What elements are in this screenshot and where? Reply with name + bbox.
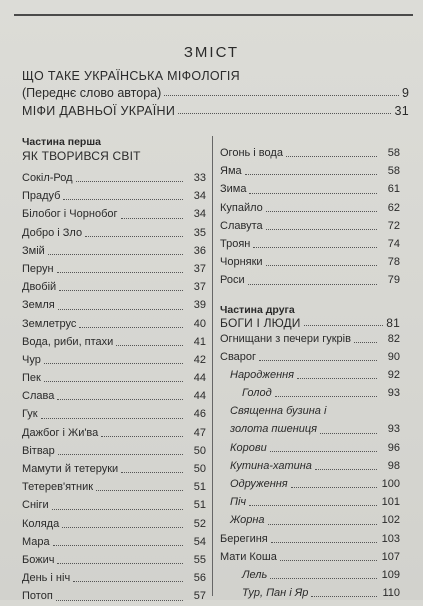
toc-entry-label: Піч (230, 496, 247, 509)
leader-dots (266, 265, 377, 266)
toc-entry-page: 41 (193, 335, 206, 348)
toc-entry-label: Сварог (220, 350, 257, 363)
leader-dots (268, 524, 378, 525)
right-column (220, 144, 400, 602)
leader-dots (57, 399, 183, 400)
toc-entry[interactable] (220, 384, 400, 402)
toc-entry[interactable] (22, 296, 206, 314)
toc-entry-label: Корови (230, 441, 267, 454)
leader-dots (270, 451, 377, 452)
part2-title: БОГИ І ЛЮДИ (220, 315, 301, 330)
leader-dots (304, 325, 384, 326)
leader-dots (270, 578, 377, 579)
leader-dots (76, 181, 183, 182)
column-divider (212, 136, 213, 596)
toc-entry-label: Берегиня (220, 532, 268, 545)
leader-dots (85, 236, 183, 237)
toc-entry-label: Жорна (230, 514, 265, 527)
toc-entry[interactable] (220, 235, 400, 253)
leader-dots (48, 254, 183, 255)
toc-entry[interactable] (22, 369, 206, 387)
toc-entry-page: 57 (193, 590, 206, 603)
toc-entry-label: Голод (242, 387, 272, 400)
toc-entry-label: Мамути й тетеруки (22, 463, 119, 475)
toc-entry[interactable] (22, 333, 206, 351)
leader-dots (62, 527, 183, 528)
toc-entry-page: 36 (193, 244, 206, 257)
toc-entry-page: 100 (381, 478, 400, 490)
toc-entry-page: 72 (387, 219, 400, 232)
part2-title-entry[interactable] (220, 316, 400, 330)
part1-label: Частина перша (22, 136, 101, 148)
toc-entry-label: Мара (22, 535, 50, 548)
preface-page: 9 (402, 86, 409, 100)
leader-dots (44, 363, 183, 364)
leader-dots (58, 454, 183, 455)
leader-dots (41, 418, 183, 419)
toc-entry-page: 44 (193, 372, 206, 385)
toc-entry-page: 35 (193, 226, 206, 239)
toc-entry[interactable] (22, 533, 206, 551)
leader-dots (253, 247, 377, 248)
toc-entry-page: 42 (193, 353, 206, 366)
toc-entry-label: Тур, Пан і Яр (242, 587, 309, 600)
leader-dots (57, 563, 183, 564)
toc-entry[interactable] (220, 144, 400, 162)
toc-entry-page: 110 (382, 587, 400, 600)
toc-entry-page: 79 (387, 274, 400, 287)
toc-entry[interactable] (22, 315, 206, 333)
toc-entry-page: 33 (193, 172, 206, 184)
toc-entry-page: 74 (387, 237, 400, 250)
part1-title: ЯК ТВОРИВСЯ СВІТ (22, 149, 141, 163)
toc-entry-page: 55 (193, 553, 206, 566)
toc-entry-page: 52 (193, 517, 206, 530)
toc-entry-label: Одруження (230, 478, 288, 490)
toc-entry[interactable] (220, 199, 400, 217)
toc-entry-page: 93 (387, 423, 400, 436)
toc-entry[interactable] (220, 366, 400, 384)
toc-entry-label: Огонь і вода (220, 147, 283, 159)
toc-entry[interactable] (22, 242, 206, 260)
toc-entry-label: Дажбог і Жи'ва (22, 426, 99, 439)
toc-entry[interactable] (22, 569, 206, 587)
myths-entry[interactable] (22, 104, 409, 118)
myths-label: МІФИ ДАВНЬОЇ УКРАЇНИ (22, 104, 176, 118)
toc-entry-label: Прадуб (22, 190, 61, 203)
toc-entry-label: Купайло (220, 201, 263, 214)
toc-entry-label: Коляда (22, 517, 60, 530)
leader-dots (63, 199, 183, 200)
toc-entry-page: 37 (193, 262, 206, 275)
leader-dots (271, 542, 377, 543)
toc-entry-page: 51 (193, 499, 206, 512)
toc-entry-label: Сніги (22, 499, 49, 512)
toc-entry-page: 107 (381, 550, 400, 563)
toc-entry[interactable]: Священна бузина і (230, 405, 327, 418)
toc-entry[interactable] (220, 271, 400, 289)
toc-entry[interactable] (22, 587, 206, 605)
toc-entry-page: 82 (387, 332, 400, 345)
leader-dots (52, 509, 183, 510)
toc-entry[interactable] (220, 475, 400, 493)
leader-dots (96, 490, 183, 491)
toc-entry[interactable] (220, 548, 400, 566)
toc-entry[interactable] (220, 530, 400, 548)
toc-entry-page: 44 (193, 390, 206, 403)
leader-dots (249, 193, 377, 194)
toc-entry-label: Чур (22, 353, 41, 366)
page-title: ЗМІСТ (183, 44, 240, 61)
toc-entry[interactable] (22, 515, 206, 533)
leader-dots (286, 156, 377, 157)
toc-entry-page: 61 (387, 183, 400, 196)
toc-entry-page: 93 (387, 387, 400, 400)
toc-entry-label: Білобог і Чорнобог (22, 208, 118, 221)
leader-dots (266, 211, 377, 212)
leader-dots (73, 581, 183, 582)
toc-entry[interactable] (22, 442, 206, 460)
leader-dots (320, 433, 377, 434)
leader-dots (259, 360, 377, 361)
toc-entry-label: Землетрус (22, 317, 77, 330)
toc-entry-label: Добро і Зло (22, 226, 83, 239)
leader-dots (275, 396, 377, 397)
toc-entry[interactable] (22, 460, 206, 478)
toc-entry-label: Земля (22, 299, 55, 312)
toc-entry-page: 58 (387, 147, 400, 159)
toc-entry-page: 98 (387, 459, 400, 472)
toc-entry-label: Яма (220, 165, 242, 178)
leader-dots (178, 113, 391, 114)
leader-dots (297, 378, 377, 379)
intro-heading: ЩО ТАКЕ УКРАЇНСЬКА МІФОЛОГІЯ (22, 69, 241, 83)
toc-entry-page: 58 (387, 165, 400, 178)
toc-entry-label: Огнищани з печери гукрів (220, 332, 351, 345)
toc-entry-label: Змій (22, 244, 45, 257)
toc-entry-page: 34 (193, 208, 206, 221)
toc-entry-page: 46 (193, 408, 206, 421)
toc-entry-label: Вода, риби, птахи (22, 335, 114, 348)
part2-title-page: 81 (386, 315, 400, 330)
leader-dots (101, 436, 183, 437)
toc-entry-page: 56 (193, 572, 206, 585)
toc-entry[interactable] (220, 493, 400, 511)
toc-entry-page: 96 (387, 441, 400, 454)
part1-list (22, 169, 206, 606)
toc-entry-label: золота пшениця (230, 423, 318, 436)
toc-entry[interactable] (22, 224, 206, 242)
toc-entry[interactable] (220, 180, 400, 198)
leader-dots (164, 95, 399, 96)
toc-entry[interactable] (22, 478, 206, 496)
toc-entry-label: Мати Коша (220, 550, 277, 563)
toc-entry-page: 101 (381, 496, 400, 509)
toc-entry-page: 39 (193, 299, 206, 312)
leader-dots (58, 309, 183, 310)
toc-entry-page: 90 (387, 350, 400, 363)
toc-entry-page: 102 (381, 514, 400, 527)
toc-entry[interactable] (220, 253, 400, 271)
toc-entry[interactable] (22, 551, 206, 569)
leader-dots (280, 560, 377, 561)
toc-entry[interactable] (22, 187, 206, 205)
left-column (22, 136, 206, 606)
leader-dots (121, 472, 183, 473)
toc-entry-label: Гук (22, 408, 38, 421)
preface-label: (Переднє слово автора) (22, 86, 162, 100)
toc-entry-page: 50 (193, 444, 206, 457)
leader-dots (121, 218, 184, 219)
toc-entry[interactable] (22, 260, 206, 278)
toc-entry-page: 92 (387, 368, 400, 381)
toc-entry[interactable] (220, 566, 400, 584)
toc-entry-label: Потоп (22, 590, 53, 603)
part1-cont-list (220, 144, 400, 290)
toc-entry-label: Сокіл-Род (22, 172, 73, 184)
toc-entry-label: Троян (220, 237, 251, 250)
toc-entry[interactable] (220, 439, 400, 457)
leader-dots (79, 327, 183, 328)
toc-entry-label: Вітвар (22, 444, 55, 457)
toc-entry-page: 103 (381, 532, 400, 545)
toc-entry-page: 47 (193, 426, 206, 439)
toc-entry-label: День і ніч (22, 572, 71, 585)
toc-entry[interactable] (220, 420, 400, 438)
toc-entry[interactable] (22, 496, 206, 514)
toc-entry-label: Славута (220, 219, 263, 232)
leader-dots (315, 469, 377, 470)
toc-entry[interactable] (22, 205, 206, 223)
leader-dots (311, 596, 377, 597)
toc-entry-label: Перун (22, 262, 54, 275)
toc-entry[interactable] (220, 162, 400, 180)
leader-dots (266, 229, 377, 230)
toc-entry-label: Чорняки (220, 256, 263, 269)
toc-entry[interactable] (22, 351, 206, 369)
leader-dots (44, 381, 183, 382)
toc-entry[interactable] (220, 348, 400, 366)
toc-entry[interactable] (220, 511, 400, 529)
toc-entry-label: Двобій (22, 281, 57, 294)
top-rule (14, 14, 413, 16)
toc-entry-page: 51 (193, 481, 206, 494)
leader-dots (57, 272, 183, 273)
leader-dots (53, 545, 183, 546)
toc-entry-page: 50 (193, 463, 206, 475)
toc-entry[interactable] (22, 169, 206, 187)
toc-entry-label: Народження (230, 368, 295, 381)
toc-entry-label: Божич (22, 553, 55, 566)
part2-label: Частина друга (220, 303, 295, 316)
toc-entry[interactable] (22, 405, 206, 423)
leader-dots (249, 505, 377, 506)
toc-entry-page: 62 (387, 201, 400, 214)
toc-entry[interactable] (220, 217, 400, 235)
toc-entry-page: 109 (381, 568, 400, 581)
toc-entry-page: 78 (387, 256, 400, 269)
toc-entry[interactable] (22, 387, 206, 405)
toc-entry-label: Зима (220, 183, 247, 196)
toc-entry-page: 34 (193, 190, 206, 203)
leader-dots (354, 342, 377, 343)
toc-entry[interactable] (220, 457, 400, 475)
leader-dots (59, 290, 183, 291)
preface-entry[interactable] (22, 86, 409, 100)
leader-dots (248, 284, 377, 285)
part2-list (220, 330, 400, 603)
toc-entry-page: 40 (193, 317, 206, 330)
leader-dots (245, 174, 377, 175)
toc-entry-label: Лель (242, 568, 268, 581)
leader-dots (116, 345, 183, 346)
leader-dots (291, 487, 377, 488)
myths-page: 31 (394, 104, 409, 118)
toc-entry[interactable] (22, 424, 206, 442)
toc-entry-page: 37 (193, 281, 206, 294)
toc-entry-label: Пек (22, 372, 41, 385)
toc-entry-label: Тетерев'ятник (22, 481, 94, 494)
toc-entry-label: Кутина-хатина (230, 459, 312, 472)
toc-entry[interactable] (22, 278, 206, 296)
toc-entry-label: Роси (220, 274, 245, 287)
toc-entry-page: 54 (193, 535, 206, 548)
toc-entry-label: Слава (22, 390, 55, 403)
toc-entry[interactable] (220, 330, 400, 348)
